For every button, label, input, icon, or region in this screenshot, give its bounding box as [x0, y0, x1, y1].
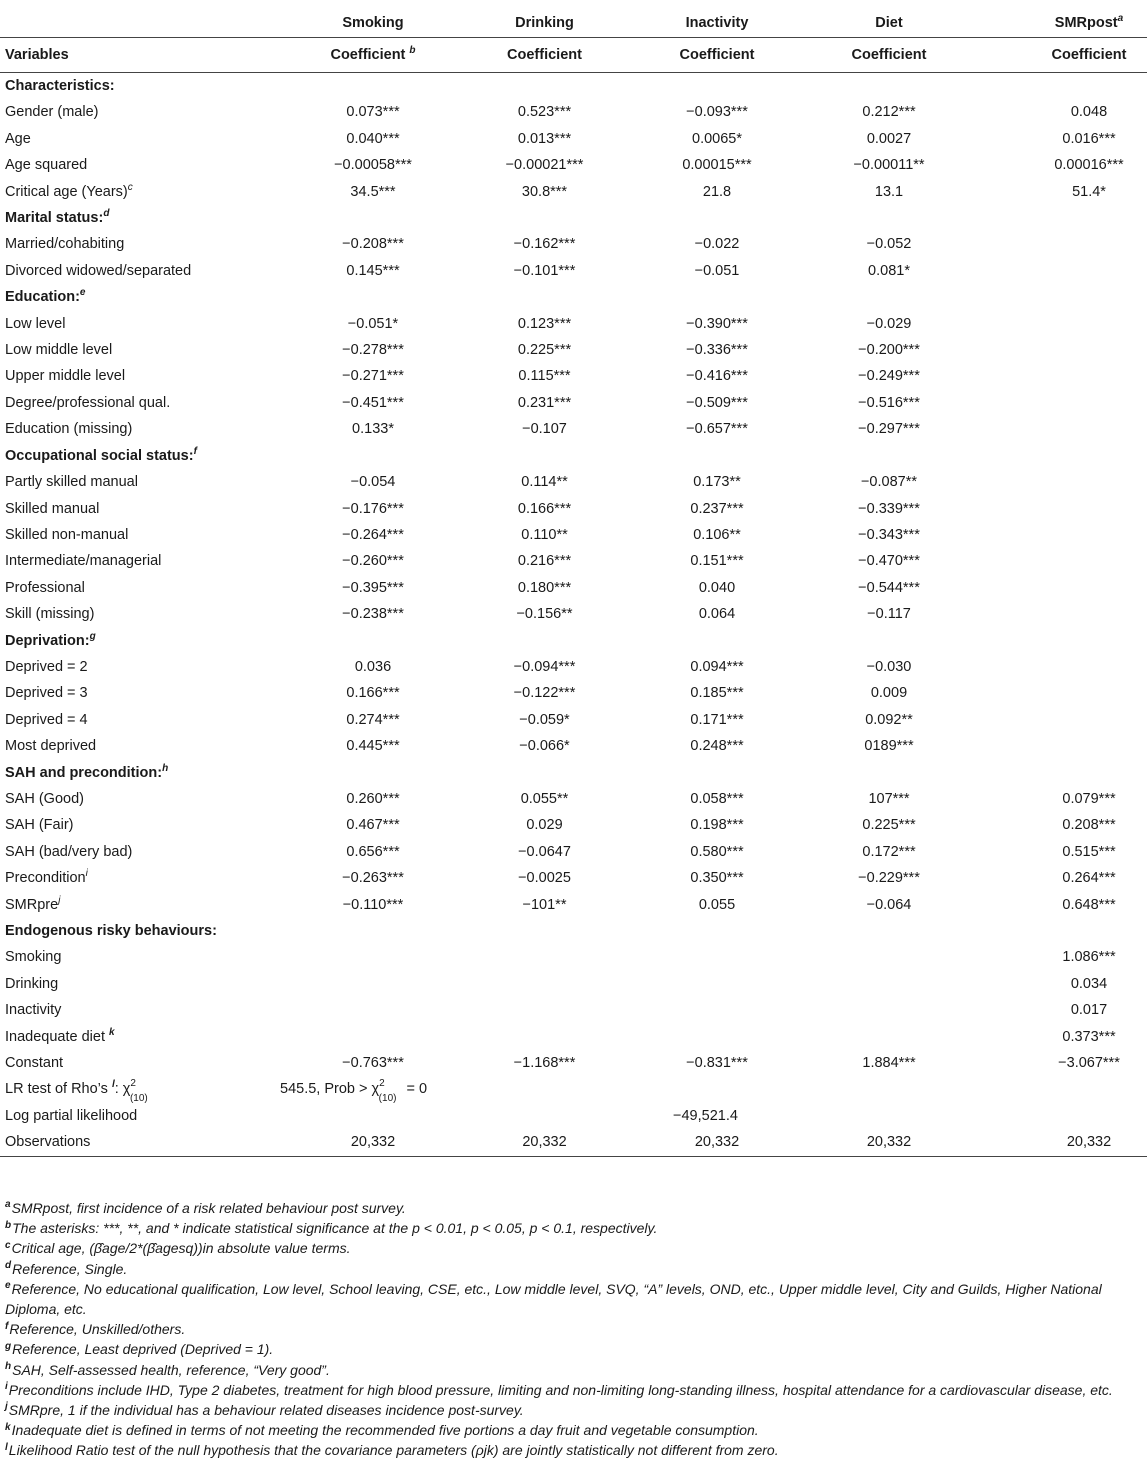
coef-cell: 0.110** [521, 526, 568, 543]
coef-cell: 0.216*** [517, 553, 572, 570]
table-row [0, 812, 1147, 838]
coef-cell: 0.166*** [346, 685, 400, 702]
footnote: $^h$SAH, Self-assessed health, reference, “Very good”. [5, 1360, 330, 1378]
table-row [0, 311, 1147, 337]
coef-cell: 0.171*** [690, 711, 744, 728]
footnote: $^k$Inadequate diet is defined in terms of not meeting the recommended five portions a day fruit and vegetable consumption. [5, 1421, 759, 1439]
observations-label: Observations [0, 1129, 288, 1156]
section-row [0, 284, 1147, 310]
table-body [0, 73, 1147, 1157]
coef-cell: 0.467*** [346, 817, 400, 834]
coef-cell [975, 416, 1147, 442]
table-row [0, 944, 1147, 970]
row-label: Constant [5, 1055, 64, 1072]
header-row-coefficient [0, 38, 1147, 73]
coef-cell [288, 1024, 458, 1050]
log-likelihood-row [0, 1103, 1147, 1129]
row-label: Married/cohabiting [5, 236, 125, 253]
coef-cell: 0.145*** [346, 262, 400, 279]
section-label: Endogenous risky behaviours: [5, 923, 217, 939]
coef-cell: −0.238*** [342, 606, 404, 623]
coef-header-3: Coefficient [803, 38, 975, 73]
table-row [0, 1050, 1147, 1076]
blank-cell [803, 1103, 975, 1129]
col-header-4: SMRpost$^a$ [1054, 13, 1124, 31]
variables-header: Variables [0, 38, 288, 73]
coef-cell: 0.656*** [346, 843, 400, 860]
table-row [0, 680, 1147, 706]
row-label: Intermediate/managerial [5, 553, 162, 570]
table-row [0, 258, 1147, 284]
table-row [0, 337, 1147, 363]
coef-cell: −0.117 [867, 606, 911, 623]
coef-cell: −0.051* [347, 315, 399, 332]
coef-cell [975, 680, 1147, 706]
coef-cell: 0.151*** [690, 553, 744, 570]
coef-cell [975, 363, 1147, 389]
row-label: Skill (missing) [5, 606, 95, 623]
coef-cell: 1.086*** [1062, 949, 1116, 966]
table-row [0, 179, 1147, 205]
row-label: Skilled manual [5, 500, 100, 517]
footnote: $^f$Reference, Unskilled/others. [5, 1320, 186, 1338]
blank-cell [288, 1103, 458, 1129]
observations-row [0, 1129, 1147, 1156]
coef-cell: 0.0065* [692, 130, 742, 147]
coef-cell: 0.094*** [690, 658, 744, 675]
coef-cell: 0.580*** [690, 843, 744, 860]
coef-cell: −0.093*** [686, 104, 748, 121]
coef-cell: 0.013*** [517, 130, 572, 147]
footnote: $^g$Reference, Least deprived (Deprived = 1). [5, 1340, 274, 1358]
coef-cell [803, 971, 975, 997]
section-row [0, 205, 1147, 231]
coef-cell: −0.052 [866, 236, 912, 253]
coef-cell: 0.009 [870, 685, 908, 702]
table-row [0, 654, 1147, 680]
footnote: $^l$Likelihood Ratio test of the null hypothesis that the covariance parameters (ρjk) are jointly statistically not different from zero. [5, 1441, 779, 1459]
section-row [0, 918, 1147, 944]
coef-header-1: Coefficient [458, 38, 631, 73]
coef-cell [975, 469, 1147, 495]
coef-cell: −0.022 [694, 236, 740, 253]
coef-cell: −0.030 [866, 658, 912, 675]
coef-cell: 0.523*** [517, 104, 572, 121]
coef-cell: 0.034 [1070, 975, 1108, 992]
coef-cell: −101** [522, 896, 567, 913]
coef-cell: −0.200*** [858, 342, 920, 359]
coef-cell [288, 971, 458, 997]
section-row [0, 443, 1147, 469]
row-label: Degree/professional qual. [5, 394, 171, 411]
coef-cell [803, 1024, 975, 1050]
row-label: Most deprived [5, 738, 97, 755]
coef-cell: −0.763*** [342, 1055, 404, 1072]
footnote: $^j$SMRpre, 1 if the individual has a behaviour related diseases incidence post-survey. [5, 1401, 524, 1419]
coef-cell: 0.373*** [1062, 1028, 1116, 1045]
section-label: Education:$^e$ [5, 287, 86, 306]
observations-cell: 20,332 [803, 1129, 975, 1156]
coef-cell: 0.231*** [517, 394, 572, 411]
coef-cell: −0.094*** [513, 658, 576, 675]
coef-cell: 0.073*** [346, 104, 400, 121]
coef-cell: 51.4* [1072, 183, 1106, 200]
coef-cell [458, 944, 631, 970]
coef-cell: −0.0025 [518, 870, 571, 887]
blank-cell [975, 1103, 1147, 1129]
row-label: Age squared [5, 157, 88, 174]
coef-cell: 30.8*** [521, 183, 568, 200]
coef-cell: −0.101*** [513, 262, 576, 279]
observations-cell: 20,332 [288, 1129, 458, 1156]
table-row [0, 231, 1147, 257]
table-row [0, 390, 1147, 416]
lr-test-label: LR test of Rho’s $^l$: $\chi^2_{(10)}$ [5, 1077, 148, 1105]
coef-header-2: Coefficient [631, 38, 803, 73]
table-row [0, 839, 1147, 865]
coef-cell: −0.260*** [342, 553, 404, 570]
coef-cell: −0.544*** [858, 579, 920, 596]
coef-cell: 0.064 [698, 606, 736, 623]
coef-cell: 0.350*** [690, 870, 744, 887]
coef-cell: 0.264*** [1062, 870, 1116, 887]
coef-cell: −0.657*** [686, 421, 748, 438]
table-row [0, 469, 1147, 495]
footnote: $^a$SMRpost, first incidence of a risk related behaviour post survey. [5, 1199, 406, 1216]
footnote: $^b$The asterisks: ***, **, and * indicate statistical significance at the p < 0.01, p < 0.05, p < 0.1, respectively. [5, 1219, 658, 1237]
coef-cell: 0.079*** [1062, 790, 1116, 807]
row-label: Precondition$^i$ [5, 868, 88, 887]
row-label: SAH (Good) [5, 790, 84, 807]
lr-test-value: 545.5, Prob > $\chi^2_{(10)} = 0$ [280, 1077, 428, 1105]
observations-cell: 20,332 [975, 1129, 1147, 1156]
coef-cell: −0.339*** [858, 500, 920, 517]
coef-cell: 0.248*** [690, 738, 744, 755]
section-label: Marital status:$^d$ [5, 208, 110, 227]
row-label: Upper middle level [5, 368, 126, 385]
coef-cell [288, 944, 458, 970]
coef-cell: −0.264*** [342, 526, 404, 543]
table-row [0, 971, 1147, 997]
coef-cell: 0.055 [698, 896, 736, 913]
row-label: SMRpre$^j$ [5, 894, 61, 913]
table-row [0, 363, 1147, 389]
row-label: Deprived = 3 [5, 685, 88, 702]
coef-cell [975, 733, 1147, 759]
coef-cell [631, 971, 803, 997]
section-row [0, 760, 1147, 786]
col-header-2: Inactivity [685, 15, 749, 31]
coef-cell: 0.036 [354, 658, 392, 675]
coef-cell: 0.515*** [1062, 843, 1116, 860]
coef-cell: 107*** [868, 790, 910, 807]
coef-cell: −0.451*** [342, 394, 404, 411]
coef-header-0: Coefficient $^b$ [288, 38, 458, 73]
coef-cell: −0.00021*** [505, 157, 584, 174]
table-row [0, 997, 1147, 1023]
section-label: Occupational social status:$^f$ [5, 445, 197, 464]
coef-cell [975, 548, 1147, 574]
coef-cell: 0.0027 [866, 130, 912, 147]
coef-cell [631, 944, 803, 970]
coef-cell: −0.059* [519, 711, 570, 728]
coef-cell: −0.122*** [513, 685, 576, 702]
regression-table [0, 10, 1147, 1157]
footnote: $^e$Reference, No educational qualification, Low level, School leaving, CSE, etc., Low middle level, SVQ, “A” levels, OND, etc., Upper middle level, City and Guilds, Higher National Diploma, etc. [5, 1280, 1102, 1318]
coef-cell [975, 575, 1147, 601]
coef-cell: −0.509*** [686, 394, 748, 411]
coef-cell: 0.040 [698, 579, 736, 596]
coef-cell: −1.168*** [513, 1055, 576, 1072]
coef-cell: 0.092** [865, 711, 913, 728]
coef-cell [975, 311, 1147, 337]
coef-cell: 0.081* [868, 262, 910, 279]
coef-cell [458, 997, 631, 1023]
coef-cell: 0.00015*** [682, 157, 752, 174]
footnote: $^i$Preconditions include IHD, Type 2 diabetes, treatment for high blood pressure, limiting and non-limiting long-standing illness, hospital attendance for a cardiovascular disease, etc. [5, 1381, 1113, 1398]
observations-cell: 20,332 [458, 1129, 631, 1156]
row-label: SAH (bad/very bad) [5, 843, 133, 860]
coef-cell: −0.263*** [342, 870, 404, 887]
coef-cell: −0.831*** [686, 1055, 748, 1072]
coef-cell: 0.048 [1070, 104, 1108, 121]
coef-cell: −0.176*** [342, 500, 404, 517]
coef-cell [975, 707, 1147, 733]
coef-cell: 0.055** [520, 790, 569, 807]
coef-cell: 0.173** [693, 474, 741, 491]
footnote: $^d$Reference, Single. [5, 1259, 128, 1277]
col-header-3: Diet [875, 15, 903, 31]
coef-cell: −0.343*** [858, 526, 920, 543]
coef-cell: 34.5*** [350, 183, 396, 200]
section-label: Characteristics: [0, 73, 1147, 100]
row-label: Skilled non-manual [5, 526, 129, 543]
lr-test-row [0, 1076, 1147, 1102]
coef-cell: −0.00011** [853, 157, 925, 174]
table-row [0, 575, 1147, 601]
coef-cell: −0.087** [860, 474, 918, 491]
coef-cell [975, 337, 1147, 363]
table-row [0, 548, 1147, 574]
coef-cell: 0.166*** [517, 500, 572, 517]
header-row-outcomes [0, 10, 1147, 38]
coef-cell: −0.470*** [858, 553, 920, 570]
section-row [0, 73, 1147, 100]
table-row [0, 126, 1147, 152]
coef-cell: 0.237*** [690, 500, 744, 517]
coef-cell: −0.029 [866, 315, 912, 332]
table-row [0, 786, 1147, 812]
footnote: $^c$Critical age, (β̂age/2*(β̂agesq))in absolute value terms. [5, 1239, 351, 1257]
coef-cell: −0.066* [519, 738, 570, 755]
coef-cell: −0.416*** [686, 368, 748, 385]
coef-cell [631, 1024, 803, 1050]
coef-cell: −0.054 [350, 474, 396, 491]
coef-cell: 0.225*** [862, 817, 916, 834]
row-label: Deprived = 4 [5, 711, 88, 728]
coef-cell: −0.249*** [858, 368, 920, 385]
coef-cell [975, 496, 1147, 522]
log-likelihood-value: −49,521.4 [673, 1107, 738, 1124]
row-label: Inadequate diet $^k$ [5, 1026, 115, 1045]
coef-cell [975, 258, 1147, 284]
row-label: SAH (Fair) [5, 817, 74, 834]
coef-cell: 0.017 [1070, 1002, 1108, 1019]
coef-cell: −0.229*** [858, 870, 920, 887]
table-row [0, 892, 1147, 918]
table-row [0, 496, 1147, 522]
row-label: Age [5, 130, 31, 147]
coef-cell: 0.106** [693, 526, 741, 543]
coef-cell: −0.0647 [518, 843, 571, 860]
coef-cell: 0.029 [526, 817, 563, 834]
coef-cell: −0.00058*** [334, 157, 412, 174]
coef-cell [803, 997, 975, 1023]
row-label: Deprived = 2 [5, 658, 88, 675]
row-label: Low level [5, 315, 66, 332]
coef-cell: −0.064 [866, 896, 912, 913]
row-label: Gender (male) [5, 104, 99, 121]
table-row [0, 707, 1147, 733]
section-label: Deprivation:$^g$ [5, 630, 96, 649]
coef-cell: 0.260*** [346, 790, 400, 807]
coef-cell: 0.648*** [1062, 896, 1116, 913]
blank-cell [458, 1103, 631, 1129]
coef-cell: 0.123*** [517, 315, 572, 332]
coef-cell: 0.185*** [690, 685, 744, 702]
coef-cell: −0.110*** [342, 896, 404, 913]
coef-cell [975, 654, 1147, 680]
coef-cell: 0.198*** [690, 817, 744, 834]
coef-cell: 0189*** [864, 738, 914, 755]
row-label: Critical age (Years)$^c$ [5, 181, 133, 200]
coef-cell: 0.274*** [346, 711, 400, 728]
table-row [0, 152, 1147, 178]
coef-cell: 0.114** [521, 474, 568, 491]
coef-cell: −0.516*** [858, 394, 920, 411]
table-row [0, 733, 1147, 759]
row-label: Partly skilled manual [5, 474, 138, 491]
coef-cell: −0.156** [516, 606, 573, 623]
coef-cell [288, 997, 458, 1023]
coef-cell [458, 1024, 631, 1050]
row-label: Inactivity [5, 1002, 62, 1019]
coef-cell: 0.040*** [346, 130, 400, 147]
coef-cell: −0.336*** [686, 342, 748, 359]
coef-cell: 21.8 [702, 183, 732, 200]
coef-cell [975, 390, 1147, 416]
coef-cell: 0.133* [352, 421, 394, 438]
coef-cell: −0.297*** [858, 421, 920, 438]
coef-cell: 0.00016*** [1054, 157, 1124, 174]
coef-cell: −0.395*** [342, 579, 404, 596]
table-row [0, 865, 1147, 891]
observations-cell: 20,332 [631, 1129, 803, 1156]
table-row [0, 601, 1147, 627]
coef-header-4: Coefficient [975, 38, 1147, 73]
coef-cell [631, 997, 803, 1023]
log-likelihood-label: Log partial likelihood [5, 1107, 138, 1124]
table-row [0, 1024, 1147, 1050]
coef-cell: 0.016*** [1062, 130, 1116, 147]
table-row [0, 416, 1147, 442]
col-header-0: Smoking [342, 15, 404, 31]
coef-cell: 0.180*** [517, 579, 572, 596]
coef-cell: 0.225*** [517, 342, 572, 359]
coef-cell: −0.278*** [342, 342, 404, 359]
section-label: SAH and precondition:$^h$ [5, 762, 169, 781]
coef-cell [975, 231, 1147, 257]
row-label: Professional [5, 579, 85, 596]
row-label: Smoking [5, 949, 62, 966]
col-header-1: Drinking [515, 15, 574, 31]
coef-cell [803, 944, 975, 970]
section-row [0, 628, 1147, 654]
row-label: Divorced widowed/separated [5, 262, 192, 279]
coef-cell [975, 522, 1147, 548]
coef-cell: 0.212*** [862, 104, 916, 121]
row-label: Education (missing) [5, 421, 133, 438]
coef-cell: −0.162*** [513, 236, 576, 253]
coef-cell: −3.067*** [1058, 1055, 1120, 1072]
coef-cell: −0.208*** [342, 236, 404, 253]
coef-cell: −0.390*** [686, 315, 748, 332]
table-row [0, 522, 1147, 548]
coef-cell: 1.884*** [862, 1055, 916, 1072]
coef-cell: −0.107 [522, 421, 567, 438]
coef-cell: 13.1 [874, 183, 904, 200]
coef-cell [458, 971, 631, 997]
coef-cell: 0.208*** [1062, 817, 1116, 834]
coef-cell: 0.172*** [862, 843, 916, 860]
coef-cell: −0.051 [694, 262, 740, 279]
coef-cell: 0.058*** [690, 790, 744, 807]
coef-cell: 0.115*** [518, 368, 571, 385]
row-label: Low middle level [5, 342, 113, 359]
coef-cell: −0.271*** [342, 368, 404, 385]
table-footnotes [5, 1198, 1143, 1461]
row-label: Drinking [5, 975, 59, 992]
coef-cell: 0.445*** [346, 738, 400, 755]
table-row [0, 99, 1147, 125]
coef-cell [975, 601, 1147, 627]
